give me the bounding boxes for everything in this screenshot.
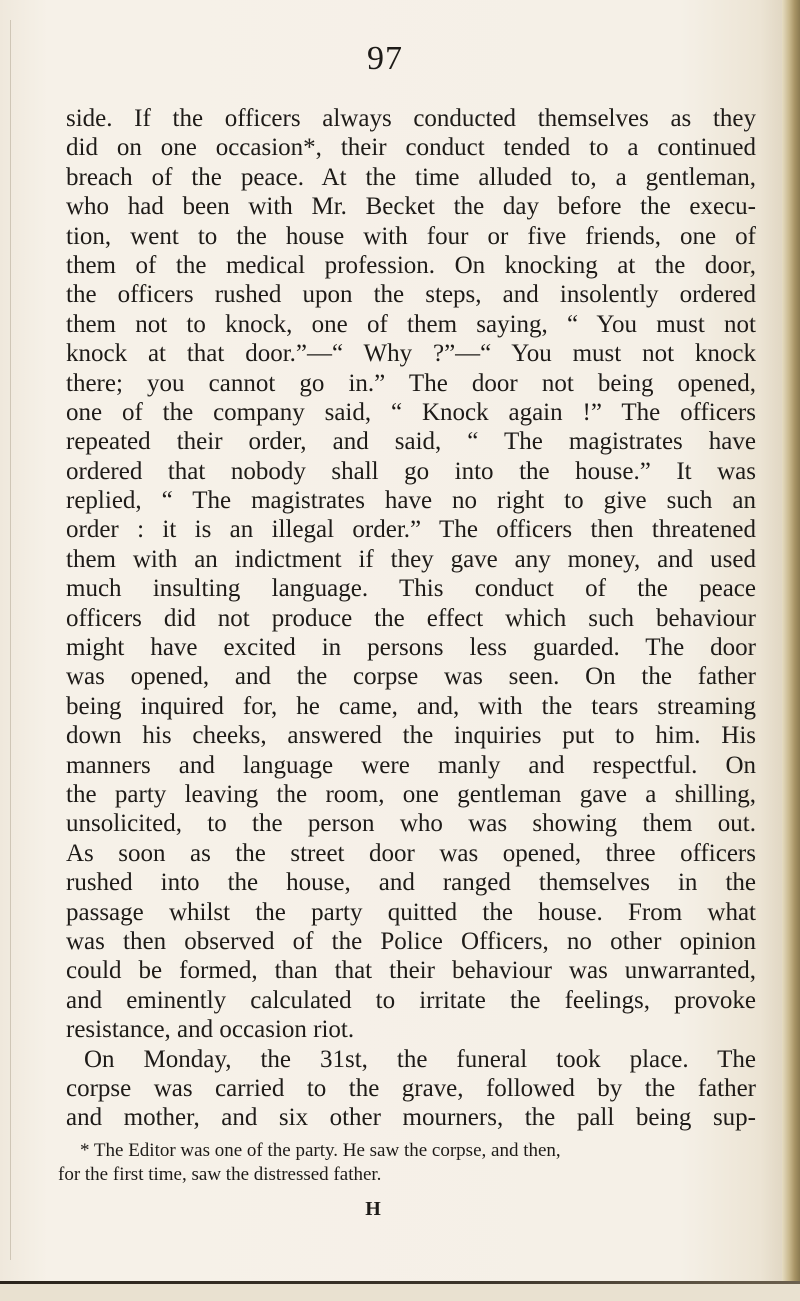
page-number: 97 [367,40,403,77]
page-edge [782,0,800,1301]
text-line: replied, “ The magistrates have no right to give such an [66,487,756,515]
text-line: was opened, and the corpse was seen. On the father [66,663,756,691]
text-line: the party leaving the room, one gentleman gave a shilling, [66,780,756,808]
bottom-margin [0,1284,800,1301]
text-line: could be formed, than that their behaviour was unwarranted, [66,957,756,985]
text-line: one of the company said, “ Knock again !” The officers [66,398,756,426]
text-line: the officers rushed upon the steps, and insolently ordered [66,281,756,309]
footnote-line: * The Editor was one of the party. He saw the corpse, and then, [80,1140,561,1161]
text-line: tion, went to the house with four or five friends, one of [66,222,756,250]
text-line: being inquired for, he came, and, with the tears streaming [66,692,756,720]
footnote-line: for the first time, saw the distressed father. [58,1164,382,1185]
text-line: ordered that nobody shall go into the house.” It was [66,457,756,485]
text-line: breach of the peace. At the time alluded to, a gentleman, [66,163,756,191]
text-line: who had been with Mr. Becket the day before the execu- [66,193,756,221]
text-line: did on one occasion*, their conduct tended to a continued [66,134,756,162]
text-line: unsolicited, to the person who was showing them out. [66,810,756,838]
text-line: knock at that door.”—“ Why ?”—“ You must not knock [66,340,756,368]
text-line: down his cheeks, answered the inquiries put to him. His [66,722,756,750]
text-line: corpse was carried to the grave, followed by the father [66,1074,756,1102]
text-line: them with an indictment if they gave any money, and used [66,545,756,573]
text-line: repeated their order, and said, “ The magistrates have [66,428,756,456]
text-line: rushed into the house, and ranged themselves in the [66,869,756,897]
footnote [58,1139,748,1187]
text-line: side. If the officers always conducted themselves as they [66,105,756,132]
text-line: much insulting language. This conduct of the peace [66,575,756,603]
gutter-line [10,20,11,1260]
text-line: might have excited in persons less guarded. The door [66,634,756,662]
text-line: and mother, and six other mourners, the pall being sup- [66,1104,756,1132]
text-line: passage whilst the party quitted the house. From what [66,898,756,926]
body-text [66,104,756,1133]
text-line: As soon as the street door was opened, three officers [66,839,756,867]
text-line: there; you cannot go in.” The door not being opened, [66,369,756,397]
text-line: officers did not produce the effect which such behaviour [66,604,756,632]
text-line: them not to knock, one of them saying, “ You must not [66,310,756,338]
text-line: resistance, and occasion riot. [66,1016,355,1044]
signature-mark: H [365,1198,381,1220]
text-line: and eminently calculated to irritate the feelings, provoke [66,986,756,1014]
text-line: manners and language were manly and respectful. On [66,751,756,779]
text-line: On Monday, the 31st, the funeral took place. The [84,1045,756,1073]
text-line: was then observed of the Police Officers, no other opinion [66,927,756,955]
text-line: them of the medical profession. On knocking at the door, [66,251,756,279]
text-line: order : it is an illegal order.” The officers then threatened [66,516,756,544]
